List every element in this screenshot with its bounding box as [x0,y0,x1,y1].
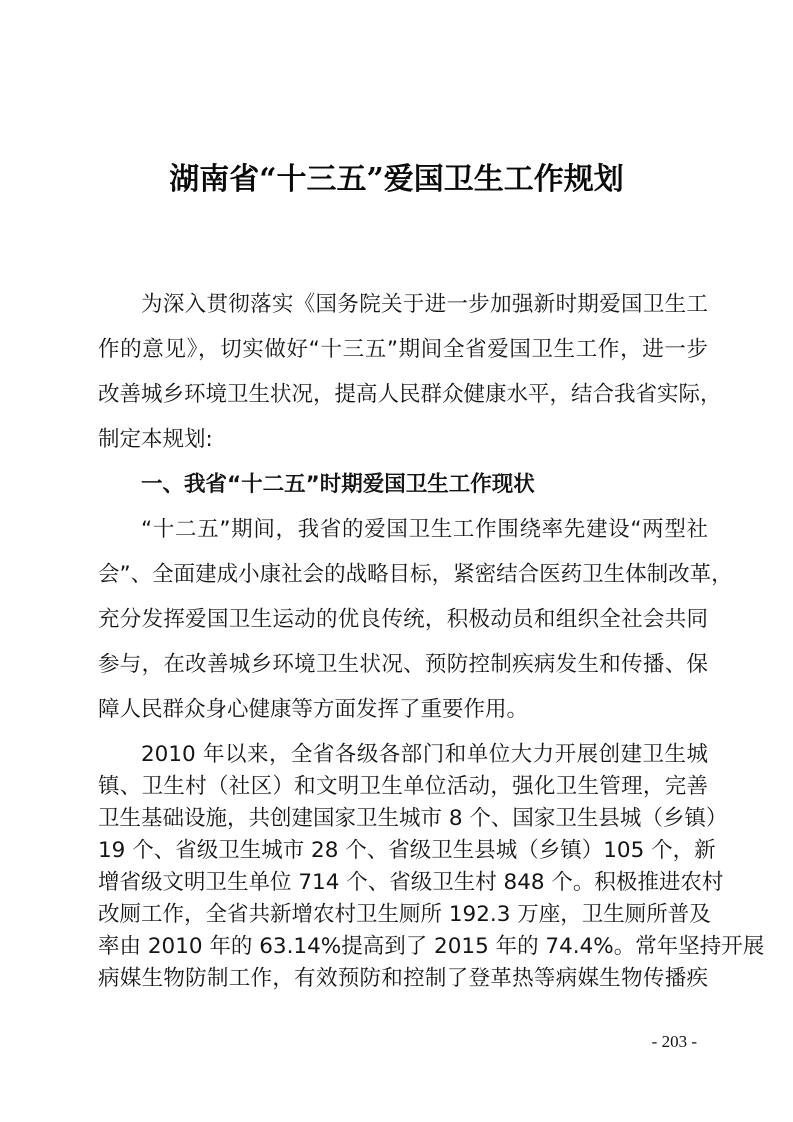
paragraph-line: 改厕工作，全省共新增农村卫生厕所 192.3 万座，卫生厕所普及 [98,902,711,927]
paragraph-line: 为深入贯彻落实《国务院关于进一步加强新时期爱国卫生工 [141,292,708,317]
paragraph-line: 镇、卫生村（社区）和文明卫生单位活动，强化卫生管理，完善 [98,774,708,799]
document-title: 湖南省“十三五”爱国卫生工作规划 [169,162,624,197]
paragraph-line: 2010 年以来，全省各级各部门和单位大力开展创建卫生城 [141,742,708,767]
paragraph-line: 改善城乡环境卫生状况，提高人民群众健康水平，结合我省实际， [98,382,722,407]
paragraph-line: 卫生基础设施，共创建国家卫生城市 8 个、国家卫生县城（乡镇） [98,806,728,831]
paragraph-line: 增省级文明卫生单位 714 个、省级卫生村 848 个。积极推进农村 [98,870,724,895]
paragraph-line: “十二五”期间，我省的爱国卫生工作围绕率先建设“两型社 [141,517,708,542]
paragraph-line: 作的意见》，切实做好“十三五”期间全省爱国卫生工作，进一步 [98,337,708,362]
paragraph-line: 充分发挥爱国卫生运动的优良传统，积极动员和组织全社会共同 [98,607,708,632]
paragraph-line: 率由 2010 年的 63.14%提高到了 2015 年的 74.4%。常年坚持开展 [98,934,765,959]
section-heading-text: 一、我省“十二五”时期爱国卫生工作现状 [141,472,535,497]
paragraph-line: 参与，在改善城乡环境卫生状况、预防控制疾病发生和传播、保 [98,652,708,677]
paragraph-line: 病媒生物防制工作，有效预防和控制了登革热等病媒生物传播疾 [98,966,708,991]
page-number: - 203 - [651,1032,697,1051]
paragraph-line: 障人民群众身心健康等方面发挥了重要作用。 [98,697,529,722]
paragraph-line: 制定本规划: [98,427,213,452]
paragraph-line: 会”、全面建成小康社会的战略目标，紧密结合医药卫生体制改革， [98,562,733,587]
paragraph-line: 19 个、省级卫生城市 28 个、省级卫生县城（乡镇）105 个，新 [98,838,716,863]
